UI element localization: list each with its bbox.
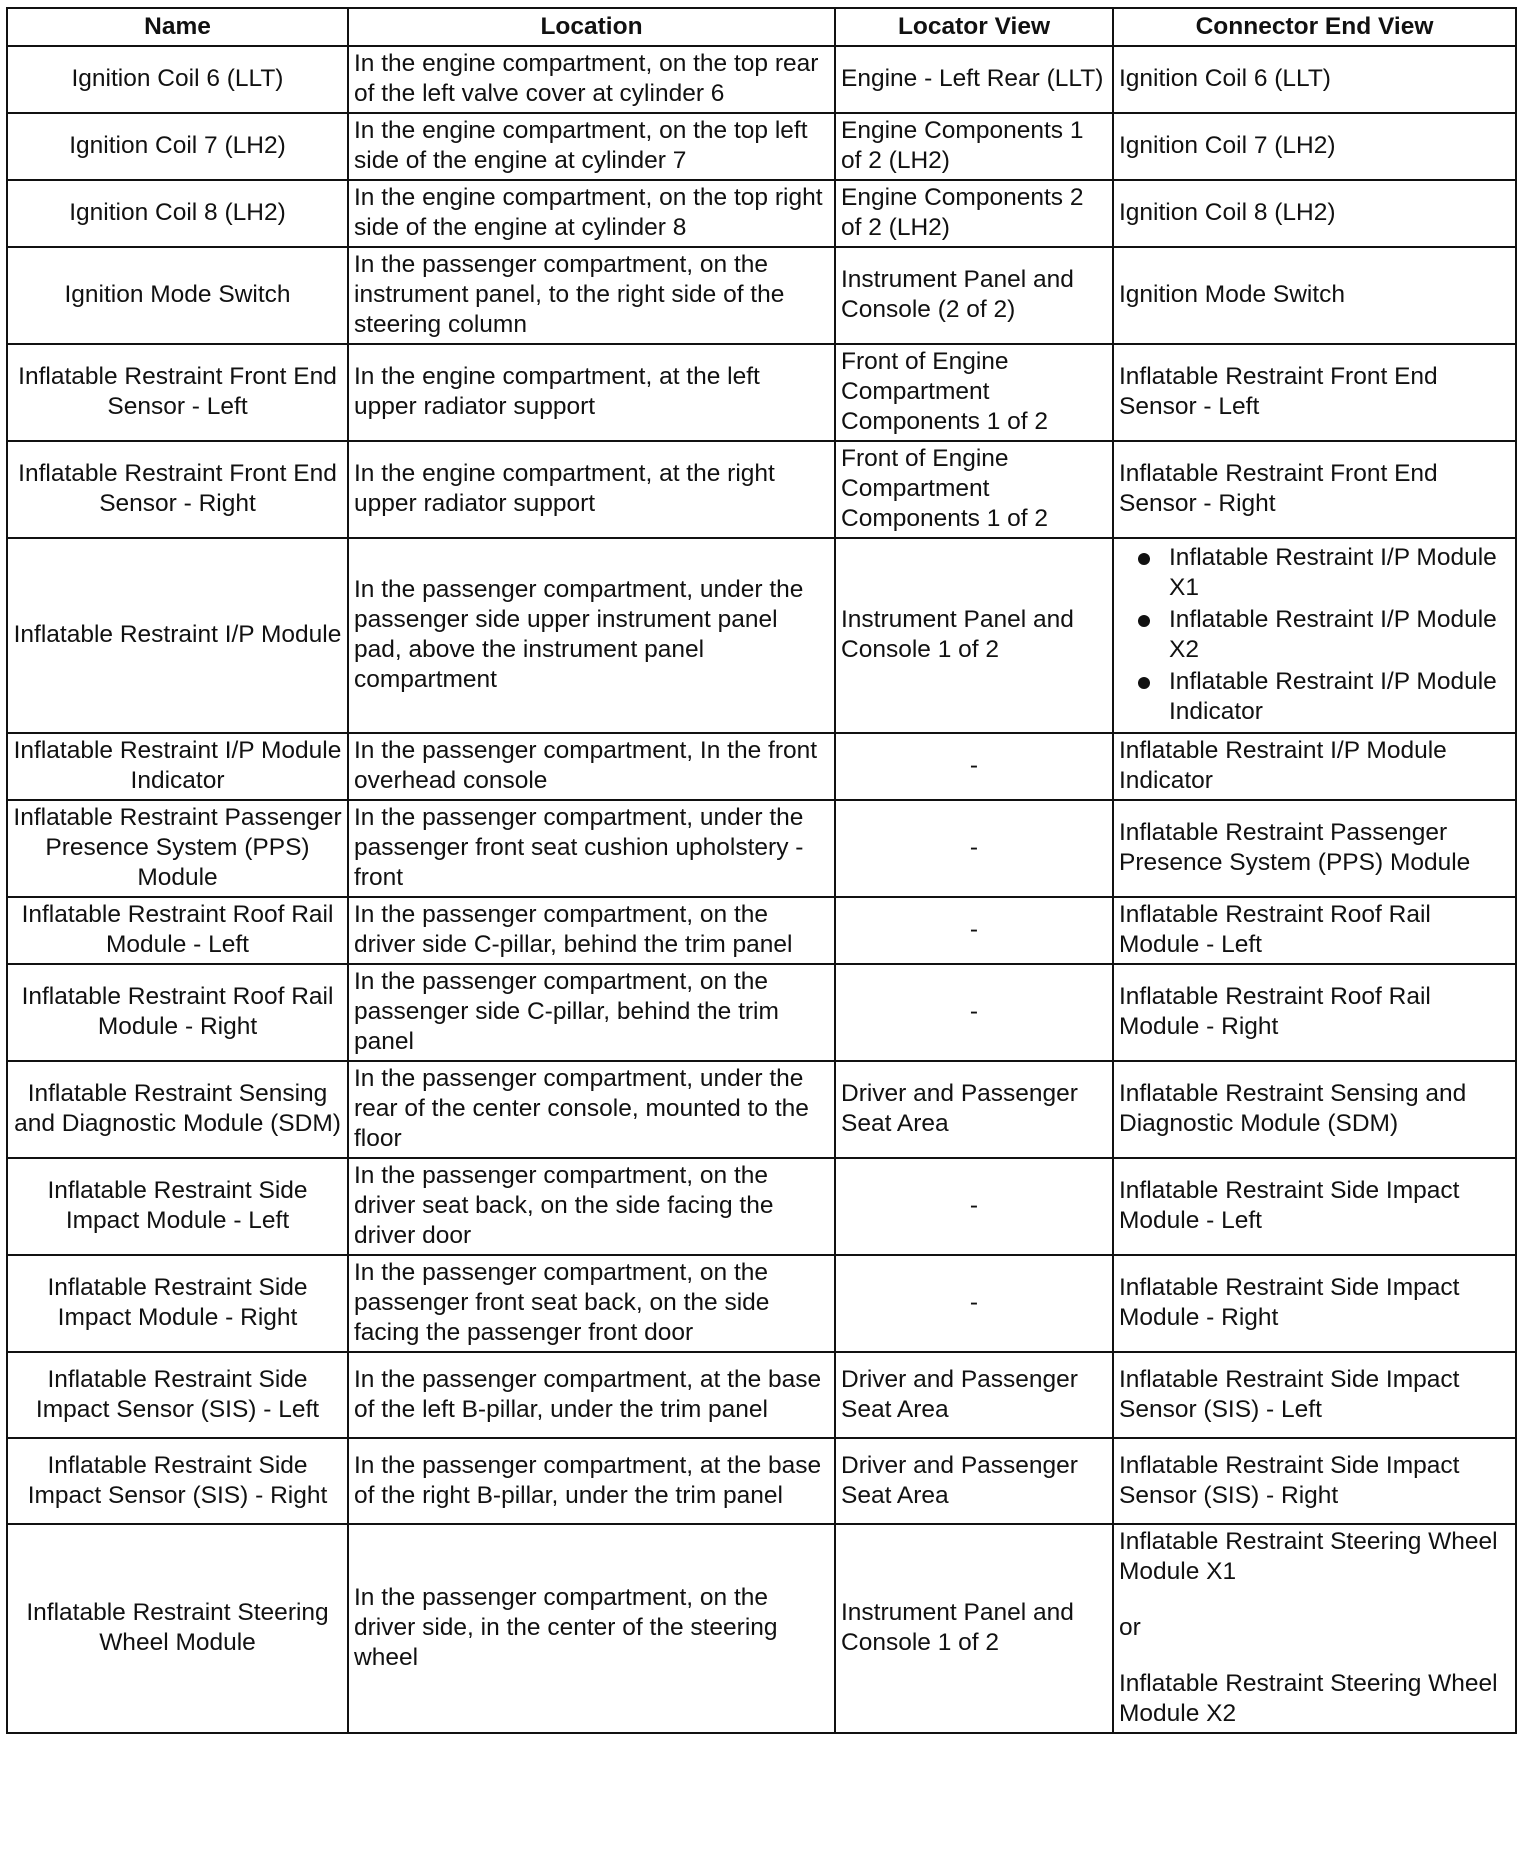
connector-end-view [1113,1255,1516,1352]
connector-text: or [1119,1614,1141,1641]
component-location: In the passenger compartment, on the driver side C-pillar, behind the trim panel [348,897,835,964]
header-name: Name [7,8,348,46]
component-location: In the passenger compartment, on the driver seat back, on the side facing the driver door [348,1158,835,1255]
locator-view: Instrument Panel and Console (2 of 2) [835,247,1113,344]
component-location: In the passenger compartment, under the passenger front seat cushion upholstery - front [348,800,835,897]
connector-end-view [1113,897,1516,964]
table-row [7,538,1516,733]
connector-text: Inflatable Restraint Front End Sensor - Left [1119,363,1438,420]
component-name: Inflatable Restraint Sensing and Diagnostic Module (SDM) [7,1061,348,1158]
connector-list-item [1119,543,1510,603]
component-name: Ignition Coil 6 (LLT) [7,46,348,113]
locator-view: - [835,1255,1113,1352]
locator-view: - [835,897,1113,964]
locator-view: Driver and Passenger Seat Area [835,1438,1113,1524]
connector-text: Inflatable Restraint Roof Rail Module - Left [1119,901,1431,958]
table-row [7,113,1516,180]
connector-text: Inflatable Restraint Roof Rail Module - Right [1119,983,1431,1040]
locator-view: - [835,800,1113,897]
table-row [7,46,1516,113]
header-row [7,8,1516,46]
locator-view: Driver and Passenger Seat Area [835,1061,1113,1158]
bullet-icon [1138,615,1150,627]
connector-text: Inflatable Restraint Steering Wheel Module X2 [1119,1670,1498,1727]
table-row [7,1524,1516,1733]
component-name: Ignition Coil 8 (LH2) [7,180,348,247]
connector-end-view [1113,538,1516,733]
connector-list [1119,543,1510,727]
connector-end-view [1113,800,1516,897]
connector-end-view [1113,1438,1516,1524]
table-row [7,964,1516,1061]
table-row [7,247,1516,344]
component-location: In the engine compartment, on the top right side of the engine at cylinder 8 [348,180,835,247]
connector-text: Inflatable Restraint Side Impact Sensor (SIS) - Left [1119,1365,1460,1423]
table-row [7,441,1516,538]
connector-text: Inflatable Restraint Side Impact Module - Left [1119,1177,1460,1234]
table-body [7,46,1516,1733]
component-name: Inflatable Restraint Steering Wheel Module [7,1524,348,1733]
component-name: Inflatable Restraint Side Impact Sensor (SIS) - Right [7,1438,348,1524]
connector-end-view [1113,46,1516,113]
component-location: In the engine compartment, at the right upper radiator support [348,441,835,538]
connector-end-view [1113,113,1516,180]
connector-text: Inflatable Restraint I/P Module Indicator [1169,668,1497,725]
component-name: Inflatable Restraint Side Impact Module - Right [7,1255,348,1352]
component-name: Inflatable Restraint Passenger Presence System (PPS) Module [7,800,348,897]
locator-view: - [835,1158,1113,1255]
connector-end-view [1113,247,1516,344]
header-locator-view: Locator View [835,8,1113,46]
header-connector-end-view: Connector End View [1113,8,1516,46]
component-name: Ignition Mode Switch [7,247,348,344]
component-name: Inflatable Restraint I/P Module [7,538,348,733]
locator-view: Driver and Passenger Seat Area [835,1352,1113,1438]
component-locator-table [6,7,1517,1734]
locator-view: - [835,733,1113,800]
table-row [7,1352,1516,1438]
locator-view: Engine Components 1 of 2 (LH2) [835,113,1113,180]
connector-text: Inflatable Restraint Passenger Presence System (PPS) Module [1119,819,1471,876]
component-location: In the engine compartment, on the top left side of the engine at cylinder 7 [348,113,835,180]
component-name: Inflatable Restraint Roof Rail Module - Right [7,964,348,1061]
table-row [7,800,1516,897]
connector-text: Ignition Coil 7 (LH2) [1119,132,1336,159]
table-row [7,733,1516,800]
table-row [7,1158,1516,1255]
connector-text: Inflatable Restraint Sensing and Diagnostic Module (SDM) [1119,1080,1467,1137]
component-location: In the passenger compartment, on the passenger front seat back, on the side facing the passenger front door [348,1255,835,1352]
component-name: Inflatable Restraint I/P Module Indicator [7,733,348,800]
header-location: Location [348,8,835,46]
table-row [7,344,1516,441]
connector-text: Ignition Coil 6 (LLT) [1119,65,1331,92]
connector-text: Inflatable Restraint I/P Module X2 [1169,606,1497,663]
connector-end-view [1113,1524,1516,1733]
connector-end-view [1113,1352,1516,1438]
locator-view: - [835,964,1113,1061]
connector-end-view [1113,441,1516,538]
component-location: In the passenger compartment, on the driver side, in the center of the steering wheel [348,1524,835,1733]
connector-list-item [1119,605,1510,665]
component-name: Inflatable Restraint Side Impact Module - Left [7,1158,348,1255]
component-location: In the passenger compartment, under the passenger side upper instrument panel pad, above the instrument panel compartment [348,538,835,733]
table-row [7,1255,1516,1352]
connector-text: Inflatable Restraint Front End Sensor - Right [1119,460,1438,517]
connector-text: Inflatable Restraint Side Impact Sensor (SIS) - Right [1119,1451,1460,1509]
component-name: Ignition Coil 7 (LH2) [7,113,348,180]
connector-text: Ignition Mode Switch [1119,281,1346,308]
component-location: In the engine compartment, at the left upper radiator support [348,344,835,441]
connector-text: Inflatable Restraint Steering Wheel Module X1 [1119,1528,1498,1585]
locator-view: Front of Engine Compartment Components 1 of 2 [835,441,1113,538]
table-row [7,1438,1516,1524]
connector-end-view [1113,180,1516,247]
connector-end-view [1113,1061,1516,1158]
connector-text: Ignition Coil 8 (LH2) [1119,199,1336,226]
locator-view: Instrument Panel and Console 1 of 2 [835,1524,1113,1733]
component-name: Inflatable Restraint Side Impact Sensor (SIS) - Left [7,1352,348,1438]
component-location: In the passenger compartment, under the rear of the center console, mounted to the floor [348,1061,835,1158]
component-name: Inflatable Restraint Front End Sensor - Left [7,344,348,441]
connector-end-view [1113,733,1516,800]
component-location: In the engine compartment, on the top rear of the left valve cover at cylinder 6 [348,46,835,113]
bullet-icon [1138,677,1150,689]
connector-end-view [1113,964,1516,1061]
connector-text: Inflatable Restraint Side Impact Module - Right [1119,1274,1460,1331]
component-location: In the passenger compartment, on the instrument panel, to the right side of the steering column [348,247,835,344]
connector-end-view [1113,344,1516,441]
table-row [7,180,1516,247]
component-location: In the passenger compartment, In the front overhead console [348,733,835,800]
locator-view: Engine Components 2 of 2 (LH2) [835,180,1113,247]
locator-view: Instrument Panel and Console 1 of 2 [835,538,1113,733]
table-row [7,897,1516,964]
bullet-icon [1138,553,1150,565]
component-name: Inflatable Restraint Front End Sensor - Right [7,441,348,538]
component-name: Inflatable Restraint Roof Rail Module - Left [7,897,348,964]
table-row [7,1061,1516,1158]
connector-text: Inflatable Restraint I/P Module X1 [1169,544,1497,601]
locator-view: Front of Engine Compartment Components 1 of 2 [835,344,1113,441]
locator-view: Engine - Left Rear (LLT) [835,46,1113,113]
component-location: In the passenger compartment, at the base of the right B-pillar, under the trim panel [348,1438,835,1524]
connector-text: Inflatable Restraint I/P Module Indicator [1119,737,1447,794]
connector-end-view [1113,1158,1516,1255]
connector-list-item [1119,667,1510,727]
component-location: In the passenger compartment, at the base of the left B-pillar, under the trim panel [348,1352,835,1438]
component-location: In the passenger compartment, on the passenger side C-pillar, behind the trim panel [348,964,835,1061]
